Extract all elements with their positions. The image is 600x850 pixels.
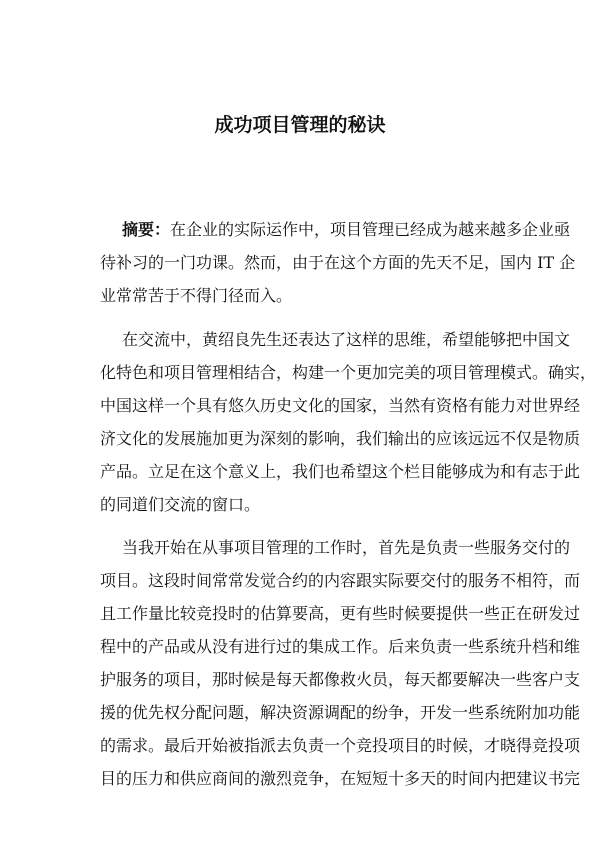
- paragraph-line: 护服务的项目，那时候是每天都像救火员，每天都要解决一些客户支: [100, 670, 581, 689]
- paragraph-line: 援的优先权分配问题，解决资源调配的纷争，开发一些系统附加功能: [100, 703, 581, 722]
- paragraph-line: 程中的产品或从没有进行过的集成工作。后来负责一些系统升档和维: [100, 637, 581, 656]
- paragraph-line: 的同道们交流的窗口。: [100, 495, 261, 514]
- paragraph-line: 济文化的发展施加更为深刻的影响，我们输出的应该远远不仅是物质: [100, 429, 581, 448]
- paragraph-line: 且工作量比较竞投时的估算要高，更有些时候要提供一些正在研发过: [100, 604, 581, 623]
- abstract-label: 摘要：: [122, 220, 171, 239]
- abstract-line: 待补习的一门功课。然而，由于在这个方面的先天不足，国内 IT 企: [100, 253, 576, 272]
- paragraph-line: 化特色和项目管理相结合，构建一个更加完美的项目管理模式。确实，: [100, 363, 597, 382]
- abstract-line: 业常常苦于不得门径而入。: [100, 286, 293, 305]
- document-title: 成功项目管理的秘诀: [214, 114, 386, 136]
- paragraph-line: 目的压力和供应商间的激烈竞争，在短短十多天的时间内把建议书完: [100, 769, 581, 788]
- paragraph-line: 的需求。最后开始被指派去负责一个竞投项目的时候，才晓得竞投项: [100, 736, 581, 755]
- paragraph-line: 项目。这段时间常常发觉合约的内容跟实际要交付的服务不相符，而: [100, 571, 581, 590]
- paragraph-line: 在交流中，黄绍良先生还表达了这样的思维，希望能够把中国文: [122, 330, 571, 349]
- paragraph-line: 中国这样一个具有悠久历史文化的国家，当然有资格有能力对世界经: [100, 396, 581, 415]
- paragraph-line: 产品。立足在这个意义上，我们也希望这个栏目能够成为和有志于此: [100, 462, 581, 481]
- paragraph-line: 当我开始在从事项目管理的工作时，首先是负责一些服务交付的: [122, 538, 571, 557]
- abstract-line: 摘要：在企业的实际运作中，项目管理已经成为越来越多企业亟: [122, 220, 571, 239]
